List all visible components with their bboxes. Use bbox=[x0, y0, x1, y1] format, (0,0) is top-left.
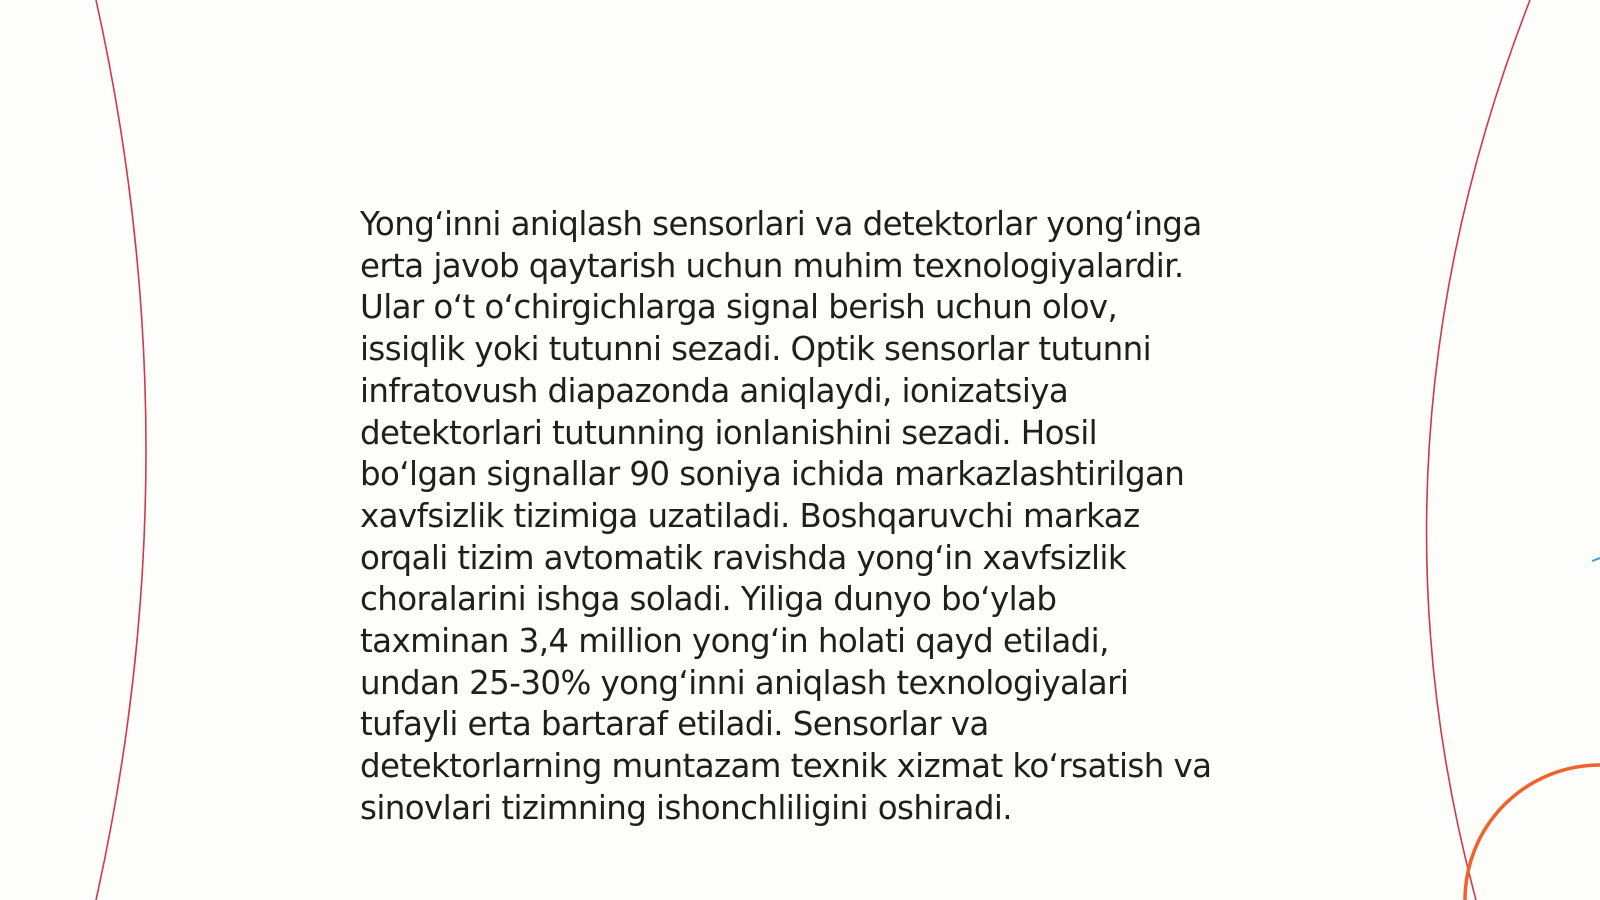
blue-accent-mark bbox=[1592, 558, 1600, 561]
left-curve-line bbox=[96, 0, 146, 900]
right-curve-line bbox=[1427, 0, 1530, 900]
orange-arc bbox=[1465, 765, 1600, 900]
body-text: Yong‘inni aniqlash sensorlari va detektorlar yong‘inga erta javob qaytarish uchun muhim texnologiyalardir. Ular o‘t o‘chirgichlarga signal berish uchun olov, issiqlik yoki tutunni sezadi. Optik sensorlar tutunni infratovush diapazonda aniqlaydi, ionizatsiya detektorlari tutunning ionlanishini sezadi. Hosil bo‘lgan signallar 90 soniya ichida markazlashtirilgan xavfsizlik tizimiga uzatiladi. Boshqaruvchi markaz orqali tizim avtomatik ravishda yong‘in xavfsizlik choralarini ishga soladi. Yiliga dunyo bo‘ylab taxminan 3,4 million yong‘in holati qayd etiladi, undan 25-30% yong‘inni aniqlash texnologiyalari tufayli erta bartaraf etiladi. Sensorlar va detektorlarning muntazam texnik xizmat ko‘rsatish va sinovlari tizimning ishonchliligini oshiradi. bbox=[360, 205, 1212, 827]
